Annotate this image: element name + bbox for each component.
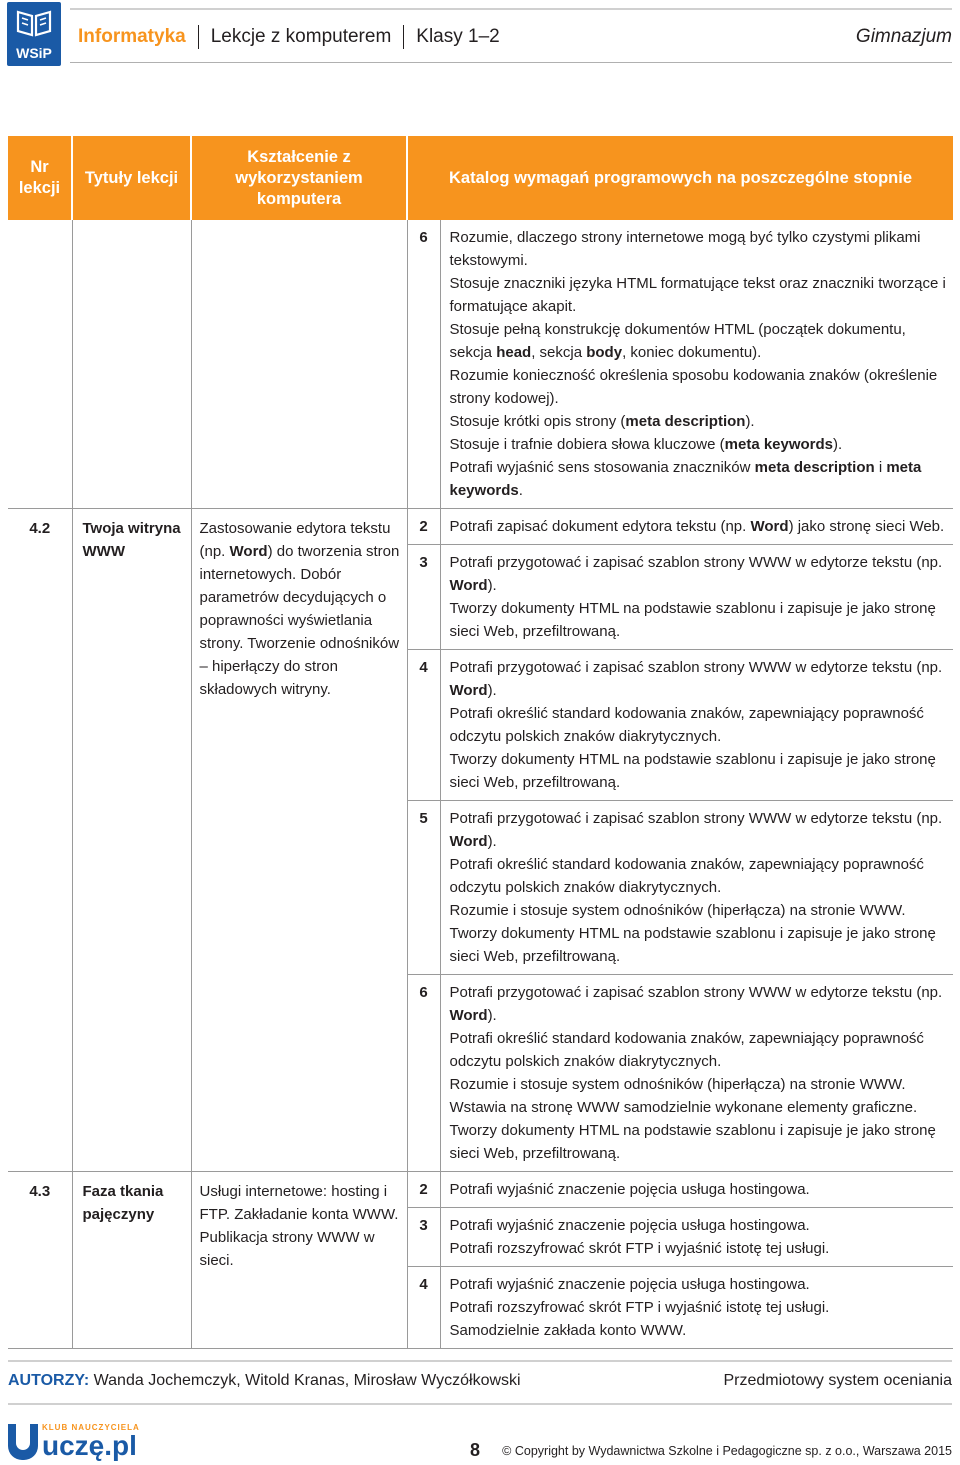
requirement-text: [440, 801, 953, 975]
footer-rule: [8, 1360, 952, 1362]
authors-names: Wanda Jochemczyk, Witold Kranas, Mirosław Wyczółkowski: [93, 1372, 521, 1389]
requirement-line: Tworzy dokumenty HTML na podstawie szablonu i zapisuje je jako stronę sieci Web, przefiltrowaną.: [449, 925, 936, 965]
requirement-line: Potrafi rozszyfrować skrót FTP i wyjaśnić istotę tej usługi.: [449, 1299, 830, 1316]
requirement-text: [440, 509, 953, 545]
copyright: © Copyright by Wydawnictwa Szkolne i Pedagogiczne sp. z o.o., Warszawa 2015: [502, 1444, 952, 1458]
requirements-table: [8, 136, 953, 1349]
requirement-row: [408, 975, 954, 1172]
grade-level: 3: [408, 545, 441, 650]
grade-level: 6: [408, 975, 441, 1172]
wsip-logo: [7, 2, 61, 66]
table-header-row: [8, 136, 953, 220]
requirement-line: Potrafi określić standard kodowania znaków, zapewniający poprawność odczytu polskich znaków diakrytycznych.: [449, 1030, 924, 1070]
requirement-line: Potrafi przygotować i zapisać szablon strony WWW w edytorze tekstu (np. Word).: [449, 810, 943, 850]
cell-catalog: [407, 509, 953, 1172]
grade-level: 4: [408, 650, 441, 801]
lesson-computer-education: Usługi internetowe: hosting i FTP. Zakładanie konta WWW. Publikacja strony WWW w sieci.: [191, 1172, 407, 1349]
cell-title: [72, 220, 191, 509]
table-row: [8, 509, 953, 1172]
page-header: [78, 22, 952, 52]
grade-level: 2: [408, 1172, 441, 1208]
requirement-line: Rozumie, dlaczego strony internetowe mogą być tylko czystymi plikami tekstowymi.: [449, 229, 921, 269]
requirement-line: Samodzielnie zakłada konto WWW.: [449, 1322, 687, 1339]
requirement-line: Stosuje krótki opis strony (meta description).: [449, 413, 755, 430]
requirement-row: [408, 509, 954, 545]
requirement-line: Stosuje znaczniki języka HTML formatujące tekst oraz znaczniki tworzące i formatujące akapit.: [449, 275, 946, 315]
page-number: 8: [470, 1440, 481, 1460]
club-big-text: uczę.pl: [42, 1430, 137, 1461]
requirement-text: [440, 220, 953, 508]
requirement-line: Potrafi wyjaśnić znaczenie pojęcia usługa hostingowa.: [449, 1217, 810, 1234]
system-title: Przedmiotowy system oceniania: [723, 1372, 952, 1389]
footer-rule: [8, 1403, 952, 1405]
cell-catalog: [407, 1172, 953, 1349]
requirement-text: [440, 1267, 953, 1349]
requirement-line: Potrafi wyjaśnić znaczenie pojęcia usługa hostingowa.: [449, 1181, 810, 1198]
requirement-line: Potrafi przygotować i zapisać szablon strony WWW w edytorze tekstu (np. Word).: [449, 554, 943, 594]
requirement-line: Rozumie i stosuje system odnośników (hiperłącza) na stronie WWW.: [449, 1076, 906, 1093]
requirement-line: Potrafi określić standard kodowania znaków, zapewniający poprawność odczytu polskich znaków diakrytycznych.: [449, 705, 924, 745]
requirement-text: [440, 545, 953, 650]
grade-level: 4: [408, 1267, 441, 1349]
requirement-row: [408, 220, 954, 508]
table-row: [8, 220, 953, 509]
lesson-number: 4.3: [8, 1172, 72, 1349]
requirement-row: [408, 801, 954, 975]
requirement-line: Rozumie i stosuje system odnośników (hiperłącza) na stronie WWW.: [449, 902, 906, 919]
grade-level: 5: [408, 801, 441, 975]
club-small-text: KLUB NAUCZYCIELA: [42, 1423, 140, 1432]
col-header-nr: Nr lekcji: [8, 136, 72, 220]
requirement-row: [408, 650, 954, 801]
requirement-text: [440, 650, 953, 801]
requirement-text: [440, 1172, 953, 1208]
club-u-icon: [8, 1424, 38, 1460]
requirement-line: Potrafi wyjaśnić sens stosowania znaczników meta description i meta keywords.: [449, 459, 922, 499]
lesson-computer-education: Zastosowanie edytora tekstu (np. Word) do tworzenia stron internetowych. Dobór parametrów decydujących o poprawności wyświetlania strony. Tworzenie odnośników – hiperłączy do stron składowych witryny.: [191, 509, 407, 1172]
lesson-title: Faza tkania pajęczyny: [72, 1172, 191, 1349]
club-logo: [8, 1420, 140, 1460]
requirement-line: Stosuje pełną konstrukcję dokumentów HTML (początek dokumentu, sekcja head, sekcja body, koniec dokumentu).: [449, 321, 906, 361]
requirement-line: Potrafi wyjaśnić znaczenie pojęcia usługa hostingowa.: [449, 1276, 810, 1293]
requirement-line: Tworzy dokumenty HTML na podstawie szablonu i zapisuje je jako stronę sieci Web, przefiltrowaną.: [449, 600, 936, 640]
header-separator: [403, 25, 404, 49]
top-rule: [70, 8, 952, 10]
requirement-text: [440, 1208, 953, 1267]
header-separator: [198, 25, 199, 49]
requirement-row: [408, 1267, 954, 1349]
cell-catalog: [407, 220, 953, 509]
lesson-title: Twoja witryna WWW: [72, 509, 191, 1172]
authors-line: [8, 1372, 521, 1390]
requirement-line: Potrafi określić standard kodowania znaków, zapewniający poprawność odczytu polskich znaków diakrytycznych.: [449, 856, 924, 896]
grade-level: 6: [408, 220, 441, 508]
requirement-line: Potrafi przygotować i zapisać szablon strony WWW w edytorze tekstu (np. Word).: [449, 984, 943, 1024]
requirement-line: Potrafi rozszyfrować skrót FTP i wyjaśnić istotę tej usługi.: [449, 1240, 830, 1257]
cell-nr: [8, 220, 72, 509]
requirement-row: [408, 545, 954, 650]
requirement-line: Rozumie konieczność określenia sposobu kodowania znaków (określenie strony kodowej).: [449, 367, 938, 407]
col-header-catalog: Katalog wymagań programowych na poszczególne stopnie: [407, 136, 953, 220]
col-header-title: Tytuły lekcji: [72, 136, 191, 220]
requirement-text: [440, 975, 953, 1172]
requirement-line: Potrafi przygotować i zapisać szablon strony WWW w edytorze tekstu (np. Word).: [449, 659, 943, 699]
logo-text: WSiP: [16, 45, 52, 61]
requirement-row: [408, 1172, 954, 1208]
table-row: [8, 1172, 953, 1349]
school-level: Gimnazjum: [855, 26, 952, 47]
requirement-line: Tworzy dokumenty HTML na podstawie szablonu i zapisuje je jako stronę sieci Web, przefiltrowaną.: [449, 1122, 936, 1162]
requirement-line: Wstawia na stronę WWW samodzielnie wykonane elementy graficzne.: [449, 1099, 918, 1116]
grade-level: 3: [408, 1208, 441, 1267]
cell-komp: [191, 220, 407, 509]
grade-title: Klasy 1–2: [416, 26, 500, 47]
requirement-line: Potrafi zapisać dokument edytora tekstu (np. Word) jako stronę sieci Web.: [449, 518, 945, 535]
grade-level: 2: [408, 509, 441, 545]
header-rule: [70, 62, 952, 63]
lesson-number: 4.2: [8, 509, 72, 1172]
requirement-line: Stosuje i trafnie dobiera słowa kluczowe (meta keywords).: [449, 436, 843, 453]
requirement-line: Tworzy dokumenty HTML na podstawie szablonu i zapisuje je jako stronę sieci Web, przefiltrowaną.: [449, 751, 936, 791]
requirement-row: [408, 1208, 954, 1267]
subject-title: Informatyka: [78, 26, 186, 47]
series-title: Lekcje z komputerem: [210, 26, 392, 47]
book-icon: [15, 8, 53, 38]
authors-label: AUTORZY:: [8, 1372, 90, 1389]
col-header-komp: Kształcenie z wykorzystaniem komputera: [191, 136, 407, 220]
